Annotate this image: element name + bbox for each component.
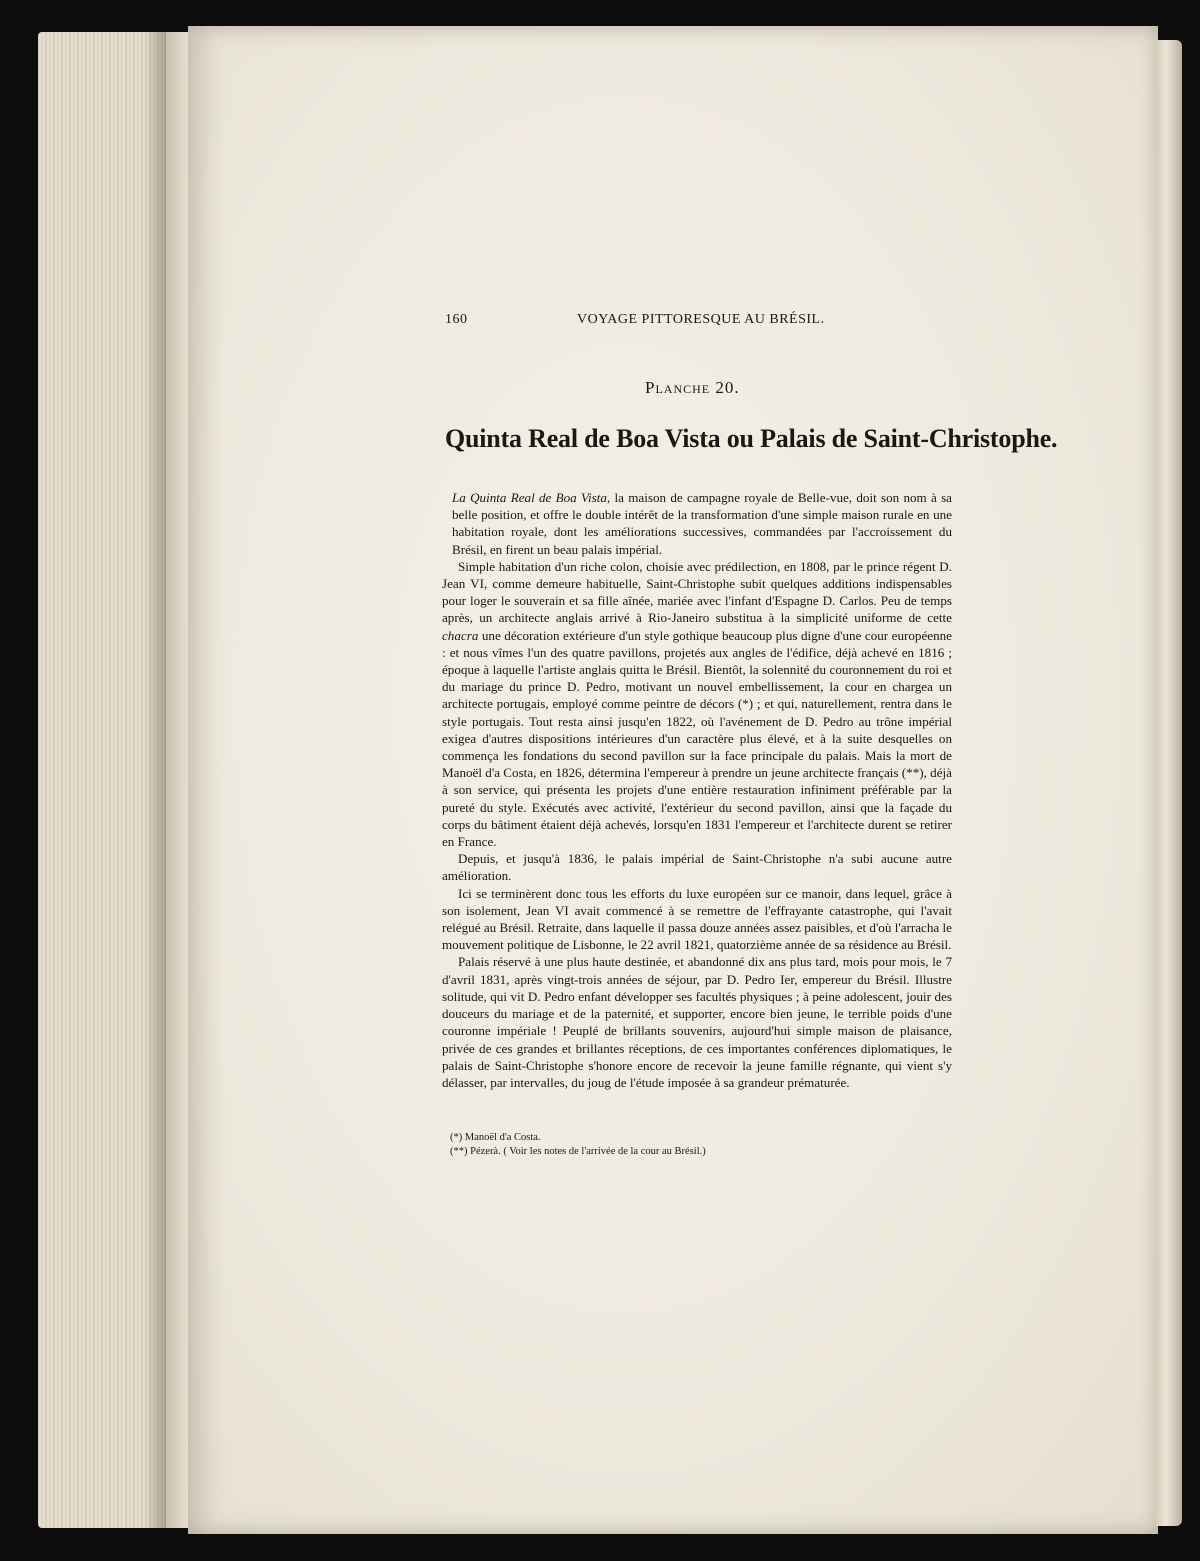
plate-label: Planche 20.: [645, 378, 740, 397]
paragraph-text: Simple habitation d'un riche colon, choisie avec prédilection, en 1808, par le prince régent D. Jean VI, comme demeure habituelle, Saint-Christophe subit quelques additions indispensables pour loger le souverain et sa fille aînée, mariée avec l'infant d'Espagne D. Carlos. Peu de temps après, un architecte anglais arrivé à Rio-Janeiro substitua à la simplicité uniforme de cette: [442, 558, 952, 626]
italic-word: chacra: [442, 627, 479, 643]
paragraph-text: , la maison de campagne royale de Belle-vue, doit son nom à sa belle position, et offre le double intérêt de la transformation d'une simple maison rurale en une habitation royale, dont les améliorations successives, commandées par l'accroissement du Brésil, en firent un beau palais impérial.: [452, 490, 952, 557]
paragraph-text: une décoration extérieure d'un style gothique beaucoup plus digne d'une cour européenne : et nous vîmes l'un des quatre pavillons, projetés aux angles de l'édifice, déjà achevé en 1816 ; époque à laquelle l'artiste anglais quitta le Brésil. Bientôt, la solennité du couronnement du roi et du mariage du prince D. Pedro, motivant un nouvel embellissement, la cour en chargea un architecte portugais, employé comme peintre de décors (*) ; et qui, naturellement, rentra dans le style portugais. Tout resta ainsi jusqu'en 1822, où l'avénement de D. Pedro au trône impérial exigea d'autres dispositions intérieures d'un caractère plus élevé, et à la suite desquelles on commença les fondations du second pavillon sur la face principale du palais. Mais la mort de Manoël d'a Costa, en 1826, détermina l'empereur à prendre un jeune architecte français (**), déjà à son service, qui présenta les projets d'une entière restauration infiniment préférable par la pureté du style. Exécutés avec activité, l'extérieur du second pavillon, ainsi que la façade du corps du bâtiment étaient déjà achevés, lorsqu'en 1831 l'empereur et l'architecte durent se retirer en France.: [442, 627, 952, 850]
page-stack-edges: [38, 32, 166, 1528]
running-title: VOYAGE PITTORESQUE AU BRÉSIL.: [577, 312, 825, 327]
paragraph: Palais réservé à une plus haute destinée, et abandonné dix ans plus tard, mois pour mois, le 7 d'avril 1831, après vingt-trois années de séjour, par D. Pedro Ier, empereur du Brésil. Illustre solitude, qui vit D. Pedro enfant développer ses facultés physiques ; à peine adolescent, jouir des douceurs du mariage et de la paternité, et supporter, encore bien jeune, le terrible poids d'une couronne impériale ! Peuplé de brillants souvenirs, aujourd'hui simple maison de plaisance, privée de ces grandes et brillantes réceptions, de ces importantes conférences diplomatiques, le palais de Saint-Christophe s'honore encore de recevoir la jeune famille régnante, qui vient s'y délasser, par intervalles, du joug de l'étude imposée à sa grandeur prématurée.: [442, 954, 952, 1090]
page-number: 160: [445, 312, 468, 327]
paragraph: Depuis, et jusqu'à 1836, le palais impérial de Saint-Christophe n'a subi aucune autre amélioration.: [442, 851, 952, 884]
page-title: Quinta Real de Boa Vista ou Palais de Saint-Christophe.: [445, 424, 1058, 453]
paragraph: Ici se terminèrent donc tous les efforts du luxe européen sur ce manoir, dans lequel, grâce à son isolement, Jean VI avait commencé à se remettre de l'effrayante catastrophe, qui l'avait relégué au Brésil. Retraite, dans laquelle il passa douze années assez paisibles, et d'où l'arracha le mouvement politique de Lisbonne, le 22 avril 1821, quatorzième année de sa résidence au Brésil.: [442, 885, 952, 953]
paragraph: [442, 558, 952, 850]
footnote: (**) Pézerà. ( Voir les notes de l'arrivée de la cour au Brésil.): [450, 1146, 706, 1157]
body-text: [442, 489, 952, 1091]
paragraph: [442, 489, 952, 558]
running-head: [445, 312, 825, 332]
page-right-edge: [1156, 40, 1182, 1526]
footnotes: [450, 1131, 870, 1159]
italic-lead: La Quinta Real de Boa Vista: [452, 490, 607, 505]
footnote: (*) Manoël d'a Costa.: [450, 1132, 541, 1143]
